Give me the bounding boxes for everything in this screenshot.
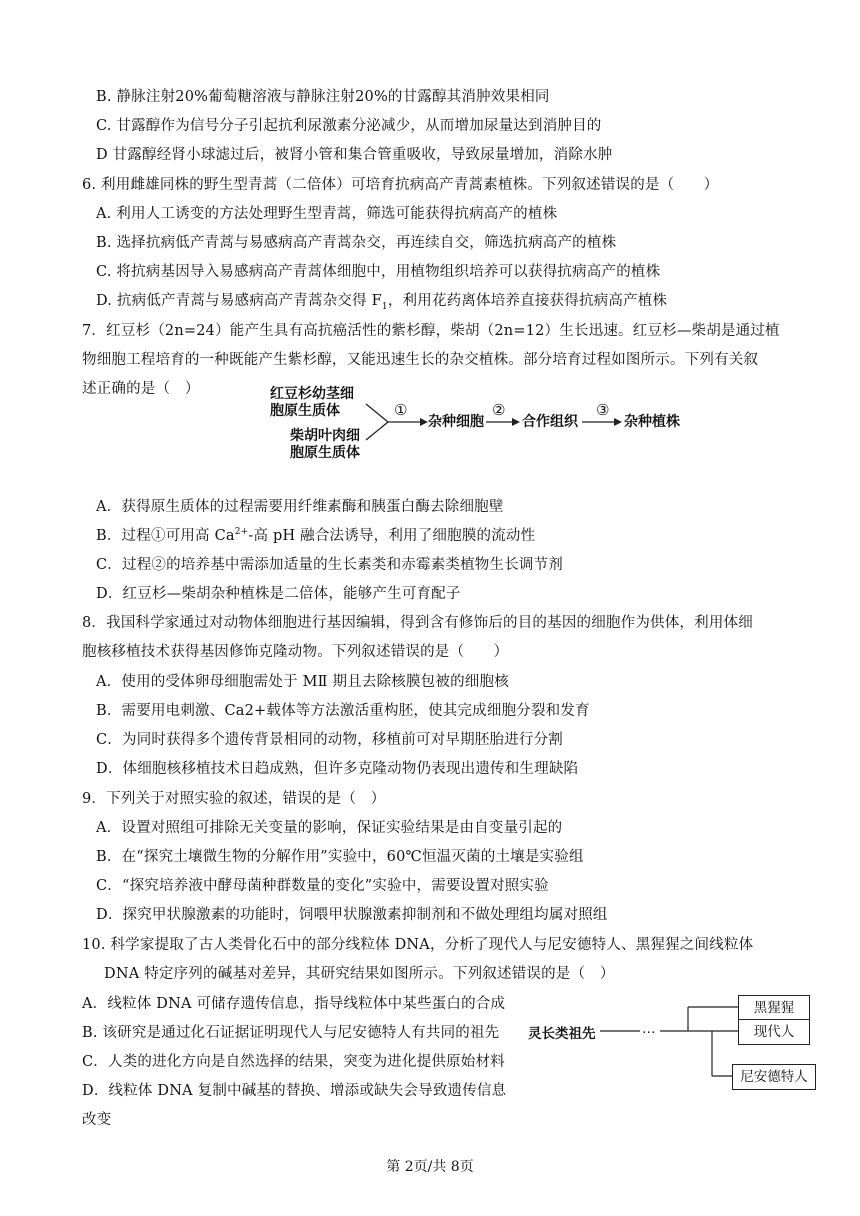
- node-hybrid-plant: 杂种植株: [624, 414, 680, 430]
- q5-option-b: B. 静脉注射20%葡萄糖溶液与静脉注射20%的甘露醇其消肿效果相同: [96, 89, 550, 105]
- q10-stem-line2: DNA 特定序列的碱基对差异，其研究结果如图所示。下列叙述错误的是（ ）: [104, 966, 615, 982]
- q7-option-c: C．过程②的培养基中需添加适量的生长素类和赤霉素类植物生长调节剂: [96, 557, 563, 573]
- q5-option-d: D 甘露醇经肾小球滤过后，被肾小管和集合管重吸收，导致尿量增加，消除水肿: [96, 147, 613, 163]
- q7-stem-line2: 物细胞工程培育的一种既能产生紫杉醇，又能迅速生长的杂交植株。部分培育过程如图所示。下列有关叙: [82, 352, 759, 368]
- leaf-chimpanzee: 黑猩猩: [738, 995, 810, 1021]
- q7-option-b: B．过程①可用高 $Ca^{2+}-$高 pH 融合法诱导，利用了细胞膜的流动性: [96, 527, 536, 544]
- step-3-label: ③: [596, 401, 610, 419]
- q9-stem: 9．下列关于对照实验的叙述，错误的是（ ）: [82, 791, 386, 807]
- page-footer: 第 2页/共 8页: [386, 1159, 474, 1175]
- ellipsis: …: [642, 1021, 656, 1037]
- q6-option-b: B. 选择抗病低产青蒿与易感病高产青蒿杂交，再连续自交，筛选抗病高产的植株: [96, 235, 617, 251]
- q5-option-c: C. 甘露醇作为信号分子引起抗利尿激素分泌减少，从而增加尿量达到消肿目的: [96, 118, 602, 134]
- q8-option-a: A．使用的受体卵母细胞需处于 MⅡ 期且去除核膜包被的细胞核: [96, 674, 509, 690]
- q7-stem-line1: 7．红豆杉（2n=24）能产生具有高抗癌活性的紫杉醇，柴胡（2n=12）生长迅速。红豆杉—柴胡是通过植: [82, 323, 780, 339]
- q8-stem-line2: 胞核移植技术获得基因修饰克隆动物。下列叙述错误的是（ ）: [82, 644, 509, 660]
- q9-option-c: C．“探究培养液中酵母菌种群数量的变化”实验中，需要设置对照实验: [96, 878, 549, 894]
- source-chaihu-line2: 胞原生质体: [290, 445, 360, 461]
- q9-option-a: A．设置对照组可排除无关变量的影响，保证实验结果是由自变量引起的: [96, 820, 563, 836]
- source-hongdoushan-line2: 胞原生质体: [270, 403, 340, 419]
- q10-phylogeny-diagram: [520, 990, 820, 1090]
- node-hybrid-cell: 杂种细胞: [428, 414, 484, 430]
- source-hongdoushan-line1: 红豆杉幼茎细: [270, 386, 354, 402]
- q10-option-d-line2: 改变: [82, 1112, 112, 1128]
- q10-option-b: B. 该研究是通过化石证据证明现代人与尼安德特人有共同的祖先: [82, 1025, 500, 1041]
- q6-stem: 6. 利用雌雄同株的野生型青蒿（二倍体）可培育抗病高产青蒿素植株。下列叙述错误的是（ ）: [82, 177, 719, 193]
- q10-option-d-line1: D．线粒体 DNA 复制中碱基的替换、增添或缺失会导致遗传信息: [82, 1083, 507, 1099]
- node-tissue: 合作组织: [522, 414, 578, 430]
- leaf-neanderthal: 尼安德特人: [732, 1064, 816, 1090]
- q6-option-a: A. 利用人工诱变的方法处理野生型青蒿，筛选可能获得抗病高产的植株: [96, 206, 558, 222]
- q8-option-c: C．为同时获得多个遗传背景相同的动物，移植前可对早期胚胎进行分割: [96, 732, 563, 748]
- q7-option-a: A．获得原生质体的过程需要用纤维素酶和胰蛋白酶去除细胞壁: [96, 499, 504, 515]
- q7-flow-diagram: [260, 384, 700, 464]
- q10-option-a: A．线粒体 DNA 可储存遗传信息，指导线粒体中某些蛋白的合成: [82, 996, 506, 1012]
- q7-stem-line3: 述正确的是（ ）: [82, 381, 200, 397]
- q10-stem-line1: 10. 科学家提取了古人类骨化石中的部分线粒体 DNA，分析了现代人与尼安德特人、黑猩猩之间线粒体: [82, 937, 754, 953]
- q7-option-d: D．红豆杉—柴胡杂种植株是二倍体，能够产生可育配子: [96, 586, 461, 602]
- q9-option-b: B．在“探究土壤微生物的分解作用”实验中，60℃恒温灭菌的土壤是实验组: [96, 849, 584, 865]
- q9-option-d: D．探究甲状腺激素的功能时，饲喂甲状腺激素抑制剂和不做处理组均属对照组: [96, 907, 608, 923]
- q10-option-c: C．人类的进化方向是自然选择的结果，突变为进化提供原始材料: [82, 1054, 505, 1070]
- q8-option-d: D．体细胞核移植技术日趋成熟，但许多克隆动物仍表现出遗传和生理缺陷: [96, 761, 579, 777]
- q6-option-c: C. 将抗病基因导入易感病高产青蒿体细胞中，用植物组织培养可以获得抗病高产的植株: [96, 264, 661, 280]
- leaf-modern-human: 现代人: [738, 1019, 810, 1045]
- source-chaihu-line1: 柴胡叶肉细: [290, 428, 360, 444]
- step-1-label: ①: [394, 401, 408, 419]
- q8-stem-line1: 8．我国科学家通过对动物体细胞进行基因编辑，得到含有修饰后的目的基因的细胞作为供体，利用体细: [82, 615, 753, 631]
- root-primate-ancestor: 灵长类祖先: [528, 1026, 596, 1042]
- q6-option-d: D. 抗病低产青蒿与易感病高产青蒿杂交得 $F_1$，利用花药离体培养直接获得抗病高产植株: [96, 293, 668, 312]
- q8-option-b: B．需要用电刺激、Ca2+载体等方法激活重构胚，使其完成细胞分裂和发育: [96, 703, 590, 719]
- step-2-label: ②: [492, 401, 506, 419]
